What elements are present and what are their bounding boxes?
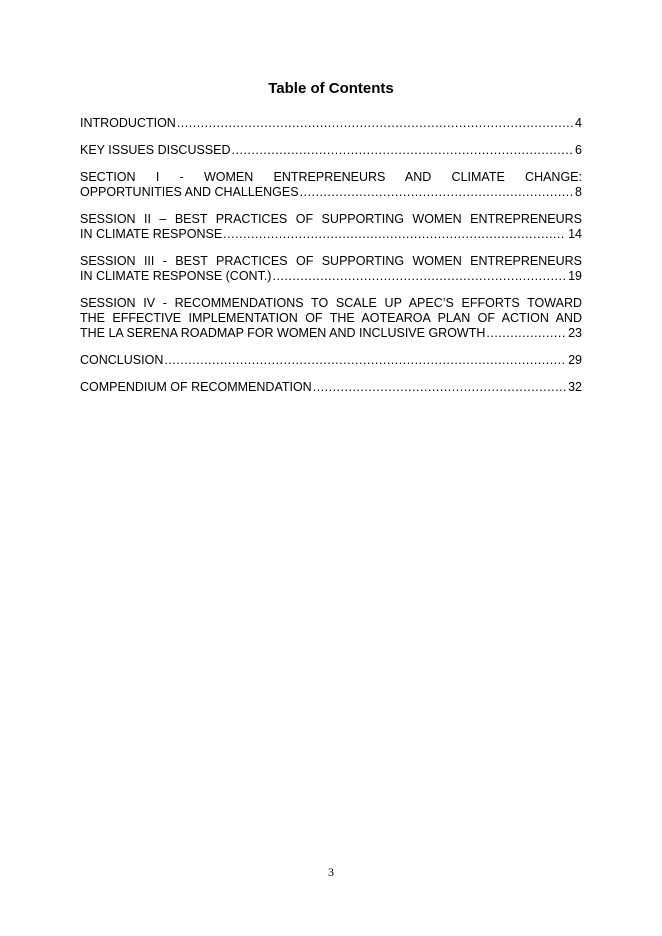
toc-entry-text: THE LA SERENA ROADMAP FOR WOMEN AND INCLUSIVE GROWTH bbox=[80, 326, 486, 340]
toc-entry-text: INTRODUCTION bbox=[80, 116, 176, 130]
toc-list bbox=[80, 116, 582, 407]
toc-entry-text: IN CLIMATE RESPONSE bbox=[80, 227, 223, 241]
toc-page-number: 32 bbox=[568, 380, 582, 394]
toc-page-number: 4 bbox=[575, 116, 582, 130]
page-title: Table of Contents bbox=[268, 80, 394, 97]
toc-entry-session-iv[interactable] bbox=[80, 296, 582, 341]
toc-entry-text: SECTION I - WOMEN ENTREPRENEURS AND CLIMATE CHANGE: bbox=[80, 170, 582, 184]
toc-entry-text: KEY ISSUES DISCUSSED bbox=[80, 143, 231, 157]
toc-entry-key-issues[interactable] bbox=[80, 143, 582, 158]
dot-leader bbox=[300, 185, 573, 200]
page-footer-number: 3 bbox=[328, 865, 334, 879]
toc-entry-line bbox=[80, 143, 582, 158]
toc-entry-text: SESSION III - BEST PRACTICES OF SUPPORTING WOMEN ENTREPRENEURS bbox=[80, 254, 582, 268]
toc-entry-line bbox=[80, 353, 582, 368]
toc-page-number: 19 bbox=[568, 269, 582, 283]
dot-leader bbox=[177, 116, 573, 131]
toc-entry-session-iii[interactable] bbox=[80, 254, 582, 284]
toc-entry-text: CONCLUSION bbox=[80, 353, 164, 367]
dot-leader bbox=[486, 326, 566, 341]
toc-entry-line bbox=[80, 116, 582, 131]
toc-page-number: 14 bbox=[568, 227, 582, 241]
dot-leader bbox=[232, 143, 574, 158]
toc-page-number: 6 bbox=[575, 143, 582, 157]
toc-entry-introduction[interactable] bbox=[80, 116, 582, 131]
toc-entry-line bbox=[80, 269, 582, 284]
toc-page-number: 29 bbox=[568, 353, 582, 367]
toc-entry-session-ii[interactable] bbox=[80, 212, 582, 242]
toc-entry-text: IN CLIMATE RESPONSE (CONT.) bbox=[80, 269, 272, 283]
toc-entry-text: SESSION II – BEST PRACTICES OF SUPPORTING WOMEN ENTREPRENEURS bbox=[80, 212, 582, 226]
toc-entry-conclusion[interactable] bbox=[80, 353, 582, 368]
toc-entry-text: COMPENDIUM OF RECOMMENDATION bbox=[80, 380, 312, 394]
dot-leader bbox=[313, 380, 566, 395]
dot-leader bbox=[223, 227, 566, 242]
toc-entry-line bbox=[80, 380, 582, 395]
toc-entry-text: THE EFFECTIVE IMPLEMENTATION OF THE AOTEAROA PLAN OF ACTION AND bbox=[80, 311, 582, 325]
dot-leader bbox=[164, 353, 566, 368]
toc-entry-text: SESSION IV - RECOMMENDATIONS TO SCALE UP APEC’S EFFORTS TOWARD bbox=[80, 296, 582, 310]
toc-entry-line bbox=[80, 326, 582, 341]
toc-entry-line bbox=[80, 227, 582, 242]
toc-entry-compendium[interactable] bbox=[80, 380, 582, 395]
toc-entry-line bbox=[80, 185, 582, 200]
toc-entry-section-i[interactable] bbox=[80, 170, 582, 200]
toc-page-number: 8 bbox=[575, 185, 582, 199]
toc-entry-text: OPPORTUNITIES AND CHALLENGES bbox=[80, 185, 299, 199]
dot-leader bbox=[272, 269, 566, 284]
toc-page-number: 23 bbox=[568, 326, 582, 340]
